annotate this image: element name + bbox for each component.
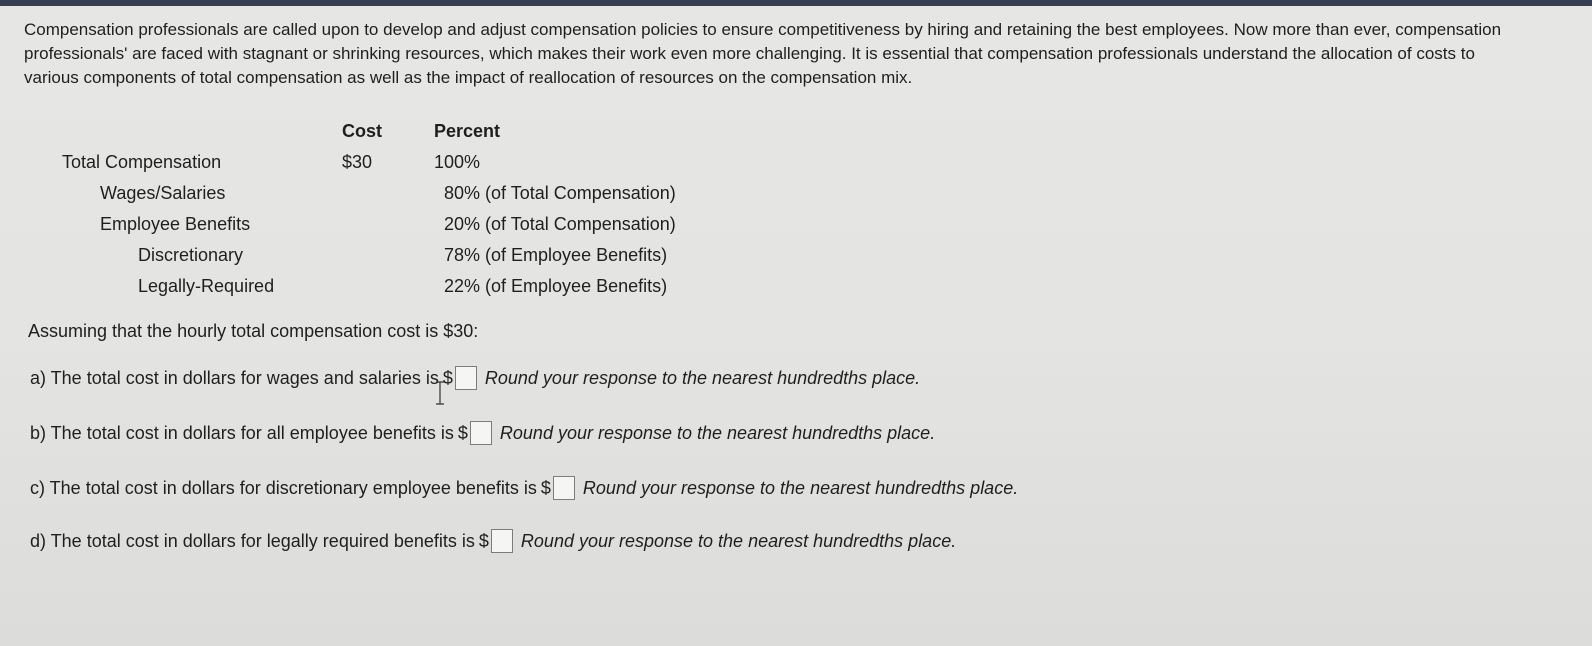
question-d — [30, 529, 956, 553]
row-cost — [342, 271, 434, 302]
header-label-cell — [62, 116, 342, 147]
question-c — [30, 476, 1018, 500]
question-b — [30, 421, 935, 445]
header-percent: Percent — [434, 121, 501, 141]
answer-input-d[interactable] — [491, 529, 513, 553]
question-prompt: c) The total cost in dollars for discretionary employee benefits is — [30, 477, 537, 498]
row-label: Discretionary — [138, 245, 244, 265]
row-percent: 100% — [434, 152, 481, 172]
row-percent: 78% (of Employee Benefits) — [444, 245, 668, 265]
text-cursor-icon — [435, 381, 445, 405]
table-row — [62, 209, 754, 240]
row-label: Employee Benefits — [100, 214, 251, 234]
answer-input-c[interactable] — [553, 476, 575, 500]
row-label: Wages/Salaries — [100, 183, 226, 203]
row-cost — [342, 178, 434, 209]
compensation-table — [62, 116, 754, 302]
currency-symbol: $ — [478, 530, 489, 551]
table-row — [62, 271, 754, 302]
row-percent: 22% (of Employee Benefits) — [444, 276, 668, 296]
assumption-text: Assuming that the hourly total compensation cost is $30: — [28, 321, 479, 341]
question-a — [30, 366, 920, 390]
currency-symbol: $ — [457, 422, 468, 443]
top-bar — [0, 0, 1592, 6]
row-cost: $30 — [342, 152, 373, 172]
rounding-hint: Round your response to the nearest hundredths place. — [582, 477, 1019, 498]
row-cost — [342, 209, 434, 240]
row-label: Total Compensation — [62, 152, 222, 172]
question-prompt: b) The total cost in dollars for all employee benefits is — [30, 422, 454, 443]
table-row — [62, 178, 754, 209]
answer-input-a[interactable] — [455, 366, 477, 390]
rounding-hint: Round your response to the nearest hundredths place. — [484, 367, 921, 388]
table-row — [62, 240, 754, 271]
question-prompt: a) The total cost in dollars for wages and salaries is — [30, 367, 439, 388]
rounding-hint: Round your response to the nearest hundredths place. — [499, 422, 936, 443]
header-cost: Cost — [342, 121, 382, 141]
question-prompt: d) The total cost in dollars for legally required benefits is — [30, 530, 475, 551]
row-percent: 20% (of Total Compensation) — [444, 214, 676, 234]
table-header-row — [62, 116, 754, 147]
intro-paragraph: Compensation professionals are called upon to develop and adjust compensation policies to ensure competitiveness by hiring and retaining the best employees. Now more than ever, compensation professionals' are faced with stagnant or shrinking resources, which makes their work even more challenging. It is essential that compensation professionals understand the allocation of costs to various components of total compensation as well as the impact of reallocation of resources on the compensation mix. — [24, 20, 1502, 87]
table-row — [62, 147, 754, 178]
row-percent: 80% (of Total Compensation) — [444, 183, 676, 203]
row-cost — [342, 240, 434, 271]
currency-symbol: $ — [442, 367, 453, 388]
answer-input-b[interactable] — [470, 421, 492, 445]
currency-symbol: $ — [540, 477, 551, 498]
row-label: Legally-Required — [138, 276, 275, 296]
rounding-hint: Round your response to the nearest hundredths place. — [520, 530, 957, 551]
